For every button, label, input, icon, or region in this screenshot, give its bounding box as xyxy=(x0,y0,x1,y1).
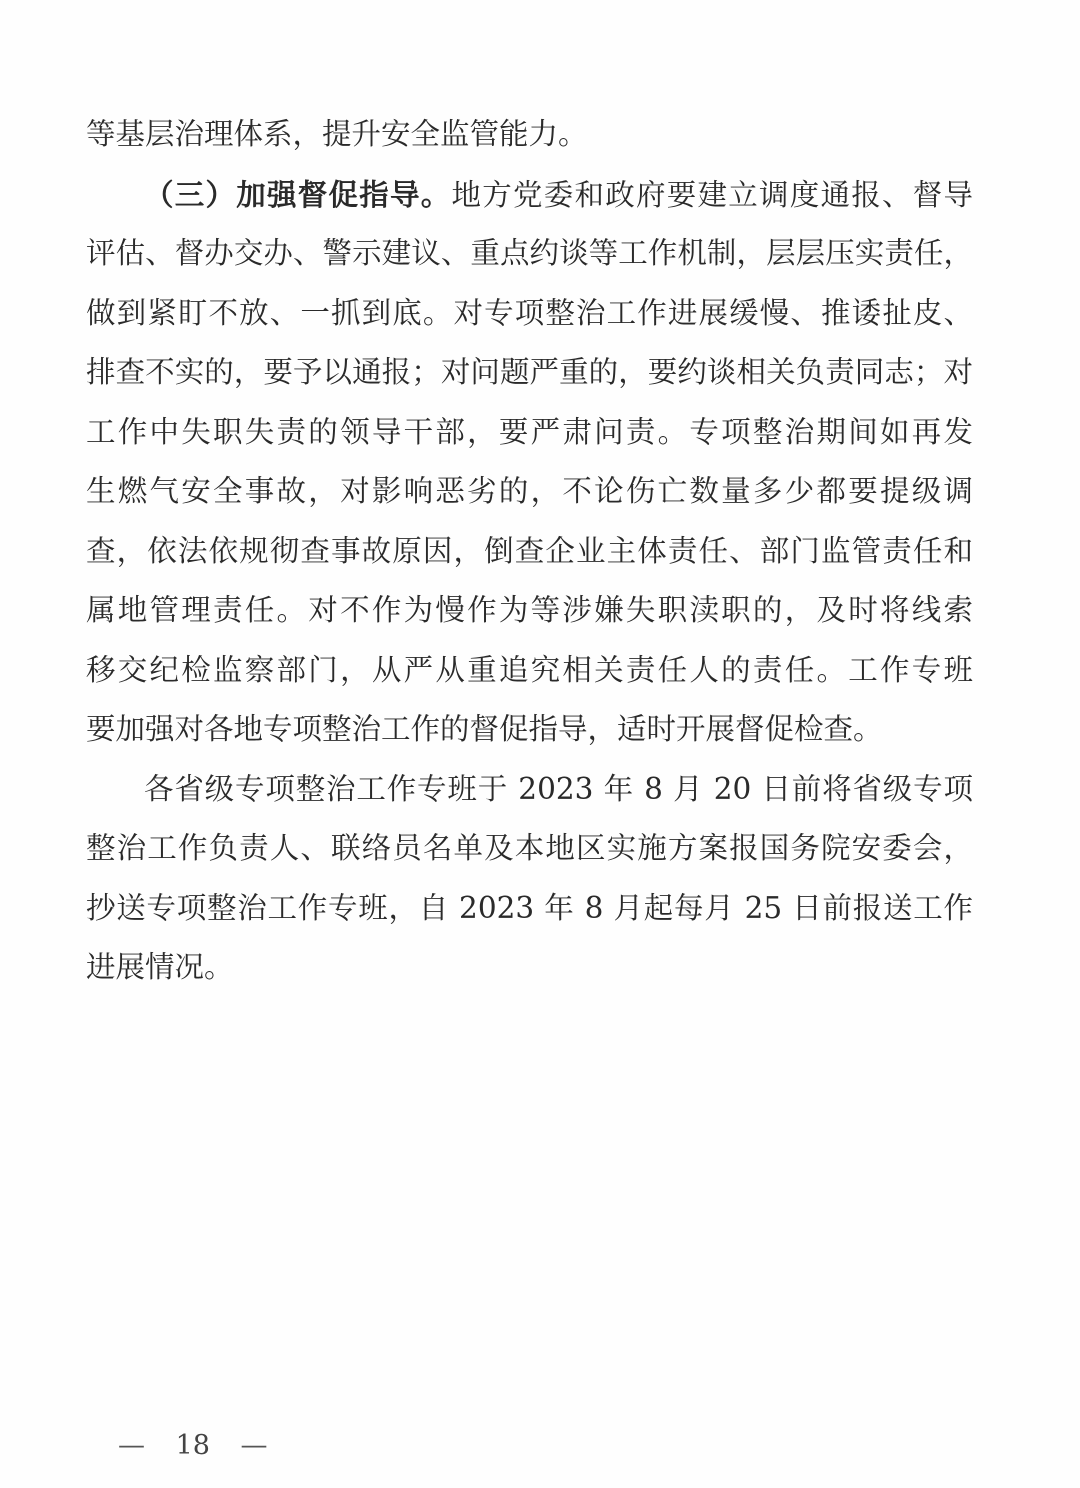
text-line xyxy=(86,105,986,165)
line-text: 做到紧盯不放、一抓到底。对专项整治工作进展缓慢、推诿扯皮、 xyxy=(86,295,973,330)
page-footer xyxy=(118,1430,268,1461)
text-line xyxy=(86,165,973,225)
line-text: 移交纪检监察部门，从严从重追究相关责任人的责任。工作专班 xyxy=(86,652,973,687)
line-text: 各省级专项整治工作专班于 2023 年 8 月 20 日前将省级专项 xyxy=(144,771,973,806)
text-line xyxy=(86,224,973,284)
line-text: 生燃气安全事故，对影响恶劣的，不论伤亡数量多少都要提级调 xyxy=(86,474,973,508)
text-line xyxy=(86,879,973,939)
line-text: 整治工作负责人、联络员名单及本地区实施方案报国务院安委会， xyxy=(86,831,973,865)
line-text: 排查不实的，要予以通报；对问题严重的，要约谈相关负责同志；对 xyxy=(86,355,973,389)
text-line xyxy=(86,581,973,641)
line-text: 工作中失职失责的领导干部，要严肃问责。专项整治期间如再发 xyxy=(86,414,973,449)
line-text: 地方党委和政府要建立调度通报、督导 xyxy=(451,177,973,212)
body-text xyxy=(86,105,986,998)
line-text: 查，依法依规彻查事故原因，倒查企业主体责任、部门监管责任和 xyxy=(86,533,973,568)
text-line xyxy=(86,403,973,463)
text-line xyxy=(86,462,973,522)
section-heading: （三）加强督促指导。 xyxy=(144,176,452,212)
line-text: 进展情况。 xyxy=(86,950,234,984)
line-text: 评估、督办交办、警示建议、重点约谈等工作机制，层层压实责任， xyxy=(86,236,973,270)
text-line xyxy=(86,938,986,998)
footer-dash-right: — xyxy=(240,1430,268,1461)
line-text: 属地管理责任。对不作为慢作为等涉嫌失职渎职的，及时将线索 xyxy=(86,593,973,627)
text-line xyxy=(86,760,973,820)
page-number: 18 xyxy=(175,1430,210,1461)
text-line xyxy=(86,522,973,582)
text-line xyxy=(86,641,973,701)
text-line xyxy=(86,700,986,760)
line-text: 等基层治理体系，提升安全监管能力。 xyxy=(86,117,588,151)
line-text: 抄送专项整治工作专班，自 2023 年 8 月起每月 25 日前报送工作 xyxy=(86,890,973,925)
text-line xyxy=(86,343,973,403)
text-line xyxy=(86,284,973,344)
line-text: 要加强对各地专项整治工作的督促指导，适时开展督促检查。 xyxy=(86,712,883,746)
text-line xyxy=(86,819,973,879)
footer-dash-left: — xyxy=(118,1430,145,1461)
